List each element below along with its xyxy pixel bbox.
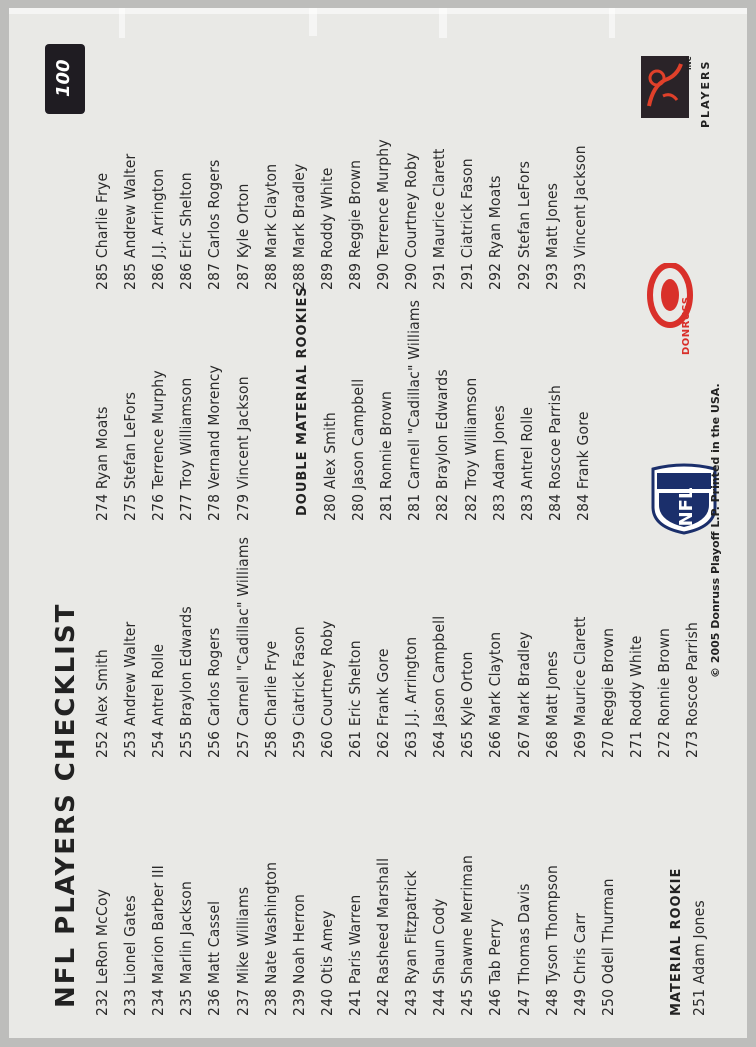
checklist-entry: 244 Shaun Cody	[430, 898, 449, 1016]
checklist-entry: 290 Courtney Roby	[402, 152, 421, 290]
checklist-entry: 276 Terrence Murphy	[149, 370, 168, 521]
checklist-entry: 241 Paris Warren	[345, 894, 364, 1016]
checklist-entry: 265 Kyle Orton	[458, 651, 477, 758]
checklist-entry: 248 Tyson Thompson	[542, 864, 561, 1016]
checklist-entry: 283 Antrel Rolle	[517, 406, 536, 521]
checklist-entry: 273 Roscoe Parrish	[683, 621, 702, 758]
checklist-entry: 262 Frank Gore	[374, 648, 392, 758]
checklist-entry: 269 Maurice Clarett	[570, 616, 589, 758]
checklist-entry: 270 Reggie Brown	[598, 627, 617, 758]
checklist-entry: 274 Ryan Moats	[93, 406, 111, 521]
checklist-entry: 251 Adam Jones	[690, 900, 708, 1016]
checklist-entry: 293 Vincent Jackson	[570, 145, 589, 290]
card-number: 100	[53, 59, 74, 97]
checklist-entry: 280 Jason Campbell	[349, 378, 368, 521]
nfl-logo-text: NFL	[676, 487, 697, 527]
checklist-entry: 285 Andrew Walter	[121, 153, 140, 290]
checklist-entry: 287 Carlos Rogers	[205, 159, 224, 290]
checklist-entry: 246 Tab Perry	[486, 918, 505, 1016]
checklist-entry: 271 Roddy White	[626, 635, 645, 758]
checklist-entry: 284 Roscoe Parrish	[545, 384, 564, 521]
players-inc-emblem-icon	[641, 56, 689, 118]
checklist-entry: 245 Shawne Merriman	[458, 855, 477, 1016]
checklist-entry: 236 Matt Cassel	[205, 900, 224, 1016]
players-inc-text: PLAYERS	[699, 59, 712, 128]
checklist-title: NFL PLAYERS CHECKLIST	[51, 602, 81, 1008]
checklist-entry: 289 Reggie Brown	[345, 159, 364, 290]
checklist-entry: 238 Nate Washington	[261, 861, 280, 1016]
checklist-entry: 249 Chris Carr	[570, 912, 589, 1016]
checklist-entry: 247 Thomas Davis	[514, 883, 533, 1016]
checklist-entry: 243 Ryan Fitzpatrick	[402, 870, 421, 1016]
checklist-entry: 275 Stefan LeFors	[121, 391, 140, 521]
checklist-card	[9, 8, 747, 1038]
checklist-entry: 287 Kyle Orton	[233, 183, 252, 290]
checklist-entry: 257 Carnell "Cadillac" Williams	[233, 536, 252, 758]
checklist-entry: 264 Jason Campbell	[430, 615, 449, 758]
checklist-entry: 288 Mark Clayton	[261, 163, 280, 290]
texture-stripe	[309, 8, 317, 36]
checklist-entry: 259 Ciatrick Fason	[289, 626, 308, 758]
checklist-entry: 291 Maurice Clarett	[430, 148, 449, 290]
players-inc-logo	[641, 56, 689, 118]
players-inc-suffix: INC	[685, 56, 693, 70]
checklist-entry: 261 Eric Shelton	[345, 640, 364, 758]
donruss-logo	[645, 263, 695, 353]
checklist-entry: 283 Adam Jones	[489, 405, 508, 521]
material-rookie-heading: MATERIAL ROOKIE	[669, 867, 684, 1016]
texture-stripe	[609, 8, 615, 38]
checklist-entry: 258 Charlie Frye	[261, 640, 280, 758]
checklist-entry: 252 Alex Smith	[93, 649, 111, 758]
checklist-entry: 239 Noah Herron	[289, 893, 308, 1016]
checklist-entry: 280 Alex Smith	[321, 412, 339, 521]
double-material-rookies-heading: DOUBLE MATERIAL ROOKIES	[295, 286, 310, 516]
checklist-entry: 263 J.J. Arrington	[402, 636, 421, 758]
checklist-entry: 282 Troy Williamson	[461, 377, 480, 521]
checklist-entry: 284 Frank Gore	[573, 411, 592, 521]
checklist-entry: 242 Rasheed Marshall	[374, 857, 392, 1016]
checklist-entry: 293 Matt Jones	[542, 182, 561, 290]
checklist-entry: 260 Courtney Roby	[317, 620, 336, 758]
checklist-entry: 291 Ciatrick Fason	[458, 158, 477, 290]
checklist-entry: 286 Eric Shelton	[177, 172, 196, 290]
card-number-badge	[45, 44, 85, 114]
checklist-entry: 289 Roddy White	[317, 167, 336, 290]
checklist-entry: 267 Mark Bradley	[514, 631, 533, 758]
checklist-entry: 232 LeRon McCoy	[93, 888, 111, 1016]
checklist-entry: 233 Lionel Gates	[121, 895, 140, 1016]
checklist-entry: 235 Marlin Jackson	[177, 881, 196, 1016]
checklist-entry: 253 Andrew Walter	[121, 621, 140, 758]
checklist-entry: 288 Mark Bradley	[289, 163, 308, 290]
checklist-entry: 285 Charlie Frye	[93, 172, 111, 290]
donruss-logo-text: DONRUSS	[681, 296, 692, 355]
copyright-notice: © 2005 Donruss Playoff L.P. Printed in the USA.	[709, 383, 722, 678]
checklist-entry: 240 Otis Amey	[317, 910, 336, 1016]
checklist-entry: 272 Ronnie Brown	[655, 627, 673, 758]
checklist-entry: 278 Vernand Morency	[205, 364, 224, 521]
checklist-entry: 277 Troy Williamson	[177, 377, 196, 521]
checklist-entry: 237 Mike Williams	[233, 886, 252, 1016]
texture-stripe	[439, 8, 447, 38]
checklist-entry: 268 Matt Jones	[542, 650, 561, 758]
checklist-entry: 290 Terrence Murphy	[374, 139, 392, 290]
checklist-entry: 282 Braylon Edwards	[433, 369, 452, 521]
checklist-entry: 234 Marion Barber III	[149, 865, 168, 1016]
checklist-entry: 292 Ryan Moats	[486, 175, 505, 290]
texture-stripe	[119, 8, 125, 38]
checklist-entry: 254 Antrel Rolle	[149, 643, 168, 758]
checklist-entry: 286 J.J. Arrington	[149, 168, 168, 290]
checklist-entry: 281 Carnell "Cadillac" Williams	[405, 299, 424, 521]
checklist-entry: 255 Braylon Edwards	[177, 606, 196, 758]
checklist-entry: 281 Ronnie Brown	[377, 390, 396, 521]
checklist-entry: 292 Stefan LeFors	[514, 160, 533, 290]
checklist-entry: 279 Vincent Jackson	[233, 376, 252, 521]
checklist-entry: 256 Carlos Rogers	[205, 627, 224, 758]
checklist-entry: 266 Mark Clayton	[486, 631, 505, 758]
checklist-entry: 250 Odell Thurman	[598, 878, 617, 1016]
